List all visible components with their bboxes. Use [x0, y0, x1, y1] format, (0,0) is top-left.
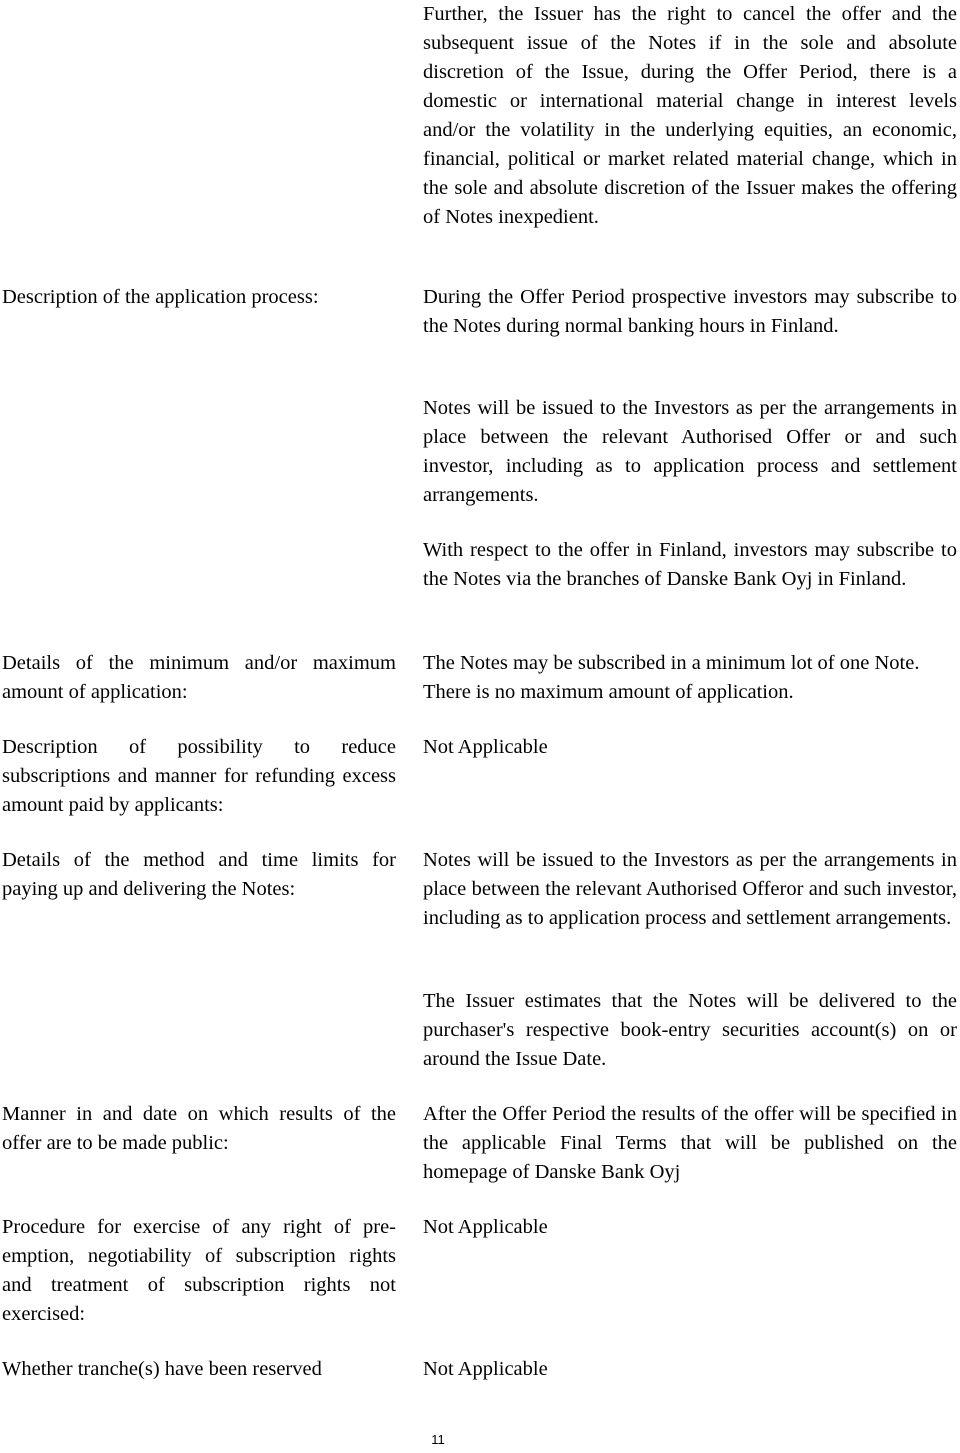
row-label-paying-delivering: Details of the method and time limits for paying up and delivering the Notes: [2, 849, 396, 900]
row-label-results-public: Manner in and date on which results of the offer are to be made public: [2, 1103, 396, 1154]
row-label-reduce-subscriptions: Description of possibility to reduce subscriptions and manner for refunding excess amount paid by applicants: [2, 736, 396, 816]
row-value-tranches-reserved: Not Applicable [423, 1358, 548, 1380]
row-value-application-process-p2: Notes will be issued to the Investors as per the arrangements in place between the relevant Authorised Offer or and such investor, including as to application process and settlement arrangements. [423, 397, 957, 506]
row-value-results-public: After the Offer Period the results of the offer will be specified in the applicable Final Terms that will be published on the homepage of Danske Bank Oyj [423, 1103, 957, 1183]
page-number: 11 [431, 1432, 445, 1447]
row-label-pre-emption: Procedure for exercise of any right of pre-emption, negotiability of subscription rights and treatment of subscription rights not exercised: [2, 1216, 396, 1325]
row-value-pre-emption: Not Applicable [423, 1216, 548, 1238]
row-label-min-max-amount: Details of the minimum and/or maximum amount of application: [2, 652, 396, 703]
row-label-application-process: Description of the application process: [2, 286, 319, 308]
row-value-paying-delivering-p1: Notes will be issued to the Investors as per the arrangements in place between the relevant Authorised Offeror and such investor, including as to application process and settlement arrangements. [423, 849, 957, 929]
row-label-tranches-reserved: Whether tranche(s) have been reserved [2, 1358, 322, 1380]
row-value-application-process-p3: With respect to the offer in Finland, investors may subscribe to the Notes via the branches of Danske Bank Oyj in Finland. [423, 539, 957, 590]
intro-paragraph: Further, the Issuer has the right to cancel the offer and the subsequent issue of the Notes if in the sole and absolute discretion of the Issue, during the Offer Period, there is a domestic or international material change in interest levels and/or the volatility in the underlying equities, an economic, financial, political or market related material change, which in the sole and absolute discretion of the Issuer makes the offering of Notes inexpedient. [423, 3, 957, 228]
row-value-paying-delivering-p2: The Issuer estimates that the Notes will be delivered to the purchaser's respective book-entry securities account(s) on or around the Issue Date. [423, 990, 957, 1070]
row-value-application-process-p1: During the Offer Period prospective investors may subscribe to the Notes during normal banking hours in Finland. [423, 286, 957, 337]
row-value-min-max-amount: The Notes may be subscribed in a minimum lot of one Note. There is no maximum amount of application. [423, 652, 920, 703]
row-value-reduce-subscriptions: Not Applicable [423, 736, 548, 758]
